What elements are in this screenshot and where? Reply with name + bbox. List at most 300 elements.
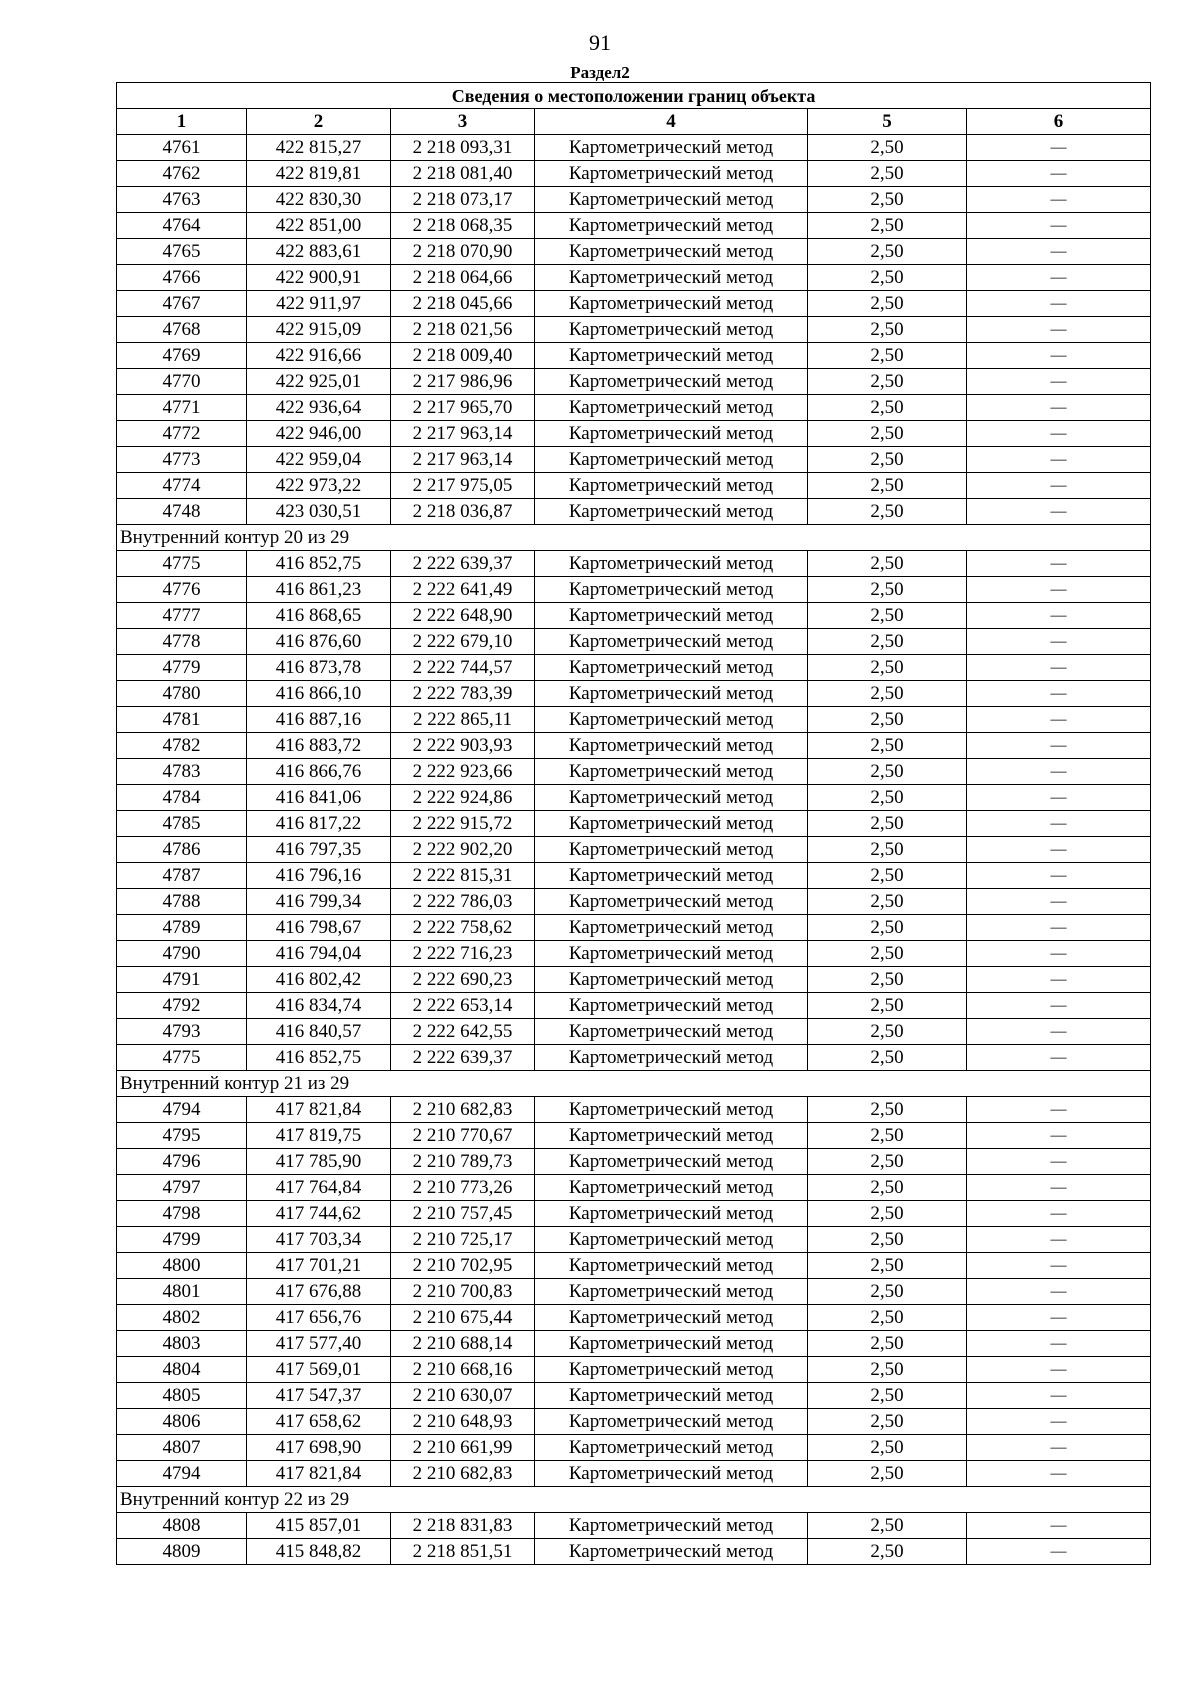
cell-method: Картометрический метод — [535, 369, 808, 395]
cell-coord-x: 417 577,40 — [247, 1331, 391, 1357]
table-row — [117, 1227, 1151, 1253]
cell-accuracy: 2,50 — [808, 1279, 967, 1305]
cell-point-number: 4789 — [117, 915, 247, 941]
cell-coord-y: 2 210 682,83 — [391, 1097, 535, 1123]
cell-note: — — [967, 499, 1151, 525]
table-row — [117, 473, 1151, 499]
cell-point-number: 4784 — [117, 785, 247, 811]
cell-coord-y: 2 210 789,73 — [391, 1149, 535, 1175]
table-row — [117, 1149, 1151, 1175]
cell-coord-x: 415 848,82 — [247, 1539, 391, 1565]
cell-accuracy: 2,50 — [808, 941, 967, 967]
table-row — [117, 213, 1151, 239]
cell-note: — — [967, 1175, 1151, 1201]
cell-note: — — [967, 1123, 1151, 1149]
cell-note: — — [967, 1149, 1151, 1175]
cell-point-number: 4776 — [117, 577, 247, 603]
cell-method: Картометрический метод — [535, 993, 808, 1019]
cell-point-number: 4778 — [117, 629, 247, 655]
cell-coord-x: 416 797,35 — [247, 837, 391, 863]
cell-point-number: 4791 — [117, 967, 247, 993]
table-row — [117, 265, 1151, 291]
column-header-2: 2 — [247, 109, 391, 135]
cell-coord-y: 2 210 675,44 — [391, 1305, 535, 1331]
cell-accuracy: 2,50 — [808, 1201, 967, 1227]
cell-coord-x: 422 959,04 — [247, 447, 391, 473]
table-row — [117, 1201, 1151, 1227]
cell-point-number: 4780 — [117, 681, 247, 707]
cell-method: Картометрический метод — [535, 941, 808, 967]
cell-accuracy: 2,50 — [808, 1123, 967, 1149]
cell-coord-y: 2 222 639,37 — [391, 1045, 535, 1071]
table-row — [117, 1435, 1151, 1461]
cell-accuracy: 2,50 — [808, 993, 967, 1019]
cell-accuracy: 2,50 — [808, 421, 967, 447]
cell-point-number: 4786 — [117, 837, 247, 863]
cell-note: — — [967, 681, 1151, 707]
cell-coord-x: 416 866,76 — [247, 759, 391, 785]
cell-method: Картометрический метод — [535, 1019, 808, 1045]
cell-coord-x: 422 819,81 — [247, 161, 391, 187]
cell-coord-x: 422 851,00 — [247, 213, 391, 239]
cell-coord-x: 422 925,01 — [247, 369, 391, 395]
cell-accuracy: 2,50 — [808, 863, 967, 889]
cell-coord-y: 2 217 963,14 — [391, 421, 535, 447]
cell-note: — — [967, 213, 1151, 239]
cell-method: Картометрический метод — [535, 1227, 808, 1253]
cell-note: — — [967, 759, 1151, 785]
cell-method: Картометрический метод — [535, 1279, 808, 1305]
cell-coord-x: 417 703,34 — [247, 1227, 391, 1253]
cell-method: Картометрический метод — [535, 1357, 808, 1383]
cell-note: — — [967, 265, 1151, 291]
cell-coord-y: 2 210 688,14 — [391, 1331, 535, 1357]
table-row — [117, 1539, 1151, 1565]
cell-note: — — [967, 655, 1151, 681]
cell-coord-x: 416 796,16 — [247, 863, 391, 889]
table-row — [117, 369, 1151, 395]
cell-note: — — [967, 629, 1151, 655]
cell-note: — — [967, 395, 1151, 421]
cell-method: Картометрический метод — [535, 837, 808, 863]
cell-coord-y: 2 218 851,51 — [391, 1539, 535, 1565]
cell-point-number: 4795 — [117, 1123, 247, 1149]
cell-coord-y: 2 222 639,37 — [391, 551, 535, 577]
table-row — [117, 187, 1151, 213]
cell-method: Картометрический метод — [535, 1435, 808, 1461]
cell-method: Картометрический метод — [535, 811, 808, 837]
cell-accuracy: 2,50 — [808, 187, 967, 213]
contour-row — [117, 1487, 1151, 1513]
cell-method: Картометрический метод — [535, 1513, 808, 1539]
cell-accuracy: 2,50 — [808, 1253, 967, 1279]
cell-coord-y: 2 222 815,31 — [391, 863, 535, 889]
table-row — [117, 733, 1151, 759]
table-row — [117, 291, 1151, 317]
table-row — [117, 1305, 1151, 1331]
cell-point-number: 4783 — [117, 759, 247, 785]
cell-note: — — [967, 1461, 1151, 1487]
cell-point-number: 4805 — [117, 1383, 247, 1409]
cell-note: — — [967, 993, 1151, 1019]
cell-coord-x: 416 887,16 — [247, 707, 391, 733]
cell-coord-y: 2 222 653,14 — [391, 993, 535, 1019]
column-header-6: 6 — [967, 109, 1151, 135]
cell-accuracy: 2,50 — [808, 785, 967, 811]
cell-point-number: 4800 — [117, 1253, 247, 1279]
cell-note: — — [967, 1019, 1151, 1045]
cell-note: — — [967, 473, 1151, 499]
cell-accuracy: 2,50 — [808, 161, 967, 187]
cell-accuracy: 2,50 — [808, 1461, 967, 1487]
cell-note: — — [967, 1539, 1151, 1565]
table-row — [117, 863, 1151, 889]
cell-coord-x: 422 900,91 — [247, 265, 391, 291]
cell-coord-x: 417 764,84 — [247, 1175, 391, 1201]
cell-coord-x: 422 936,64 — [247, 395, 391, 421]
cell-note: — — [967, 915, 1151, 941]
cell-point-number: 4802 — [117, 1305, 247, 1331]
cell-method: Картометрический метод — [535, 447, 808, 473]
cell-point-number: 4790 — [117, 941, 247, 967]
table-row — [117, 1045, 1151, 1071]
cell-note: — — [967, 1331, 1151, 1357]
cell-coord-y: 2 210 648,93 — [391, 1409, 535, 1435]
cell-accuracy: 2,50 — [808, 499, 967, 525]
cell-accuracy: 2,50 — [808, 369, 967, 395]
cell-point-number: 4807 — [117, 1435, 247, 1461]
table-row — [117, 1097, 1151, 1123]
cell-point-number: 4762 — [117, 161, 247, 187]
cell-method: Картометрический метод — [535, 1539, 808, 1565]
cell-point-number: 4781 — [117, 707, 247, 733]
cell-coord-x: 422 911,97 — [247, 291, 391, 317]
cell-coord-x: 422 916,66 — [247, 343, 391, 369]
cell-coord-x: 416 852,75 — [247, 1045, 391, 1071]
cell-method: Картометрический метод — [535, 889, 808, 915]
cell-method: Картометрический метод — [535, 135, 808, 161]
cell-accuracy: 2,50 — [808, 967, 967, 993]
cell-coord-x: 422 830,30 — [247, 187, 391, 213]
cell-accuracy: 2,50 — [808, 759, 967, 785]
cell-coord-x: 422 915,09 — [247, 317, 391, 343]
cell-method: Картометрический метод — [535, 421, 808, 447]
cell-method: Картометрический метод — [535, 473, 808, 499]
cell-method: Картометрический метод — [535, 759, 808, 785]
cell-accuracy: 2,50 — [808, 603, 967, 629]
cell-coord-x: 417 569,01 — [247, 1357, 391, 1383]
table-body — [117, 135, 1151, 1565]
cell-accuracy: 2,50 — [808, 1097, 967, 1123]
cell-note: — — [967, 239, 1151, 265]
cell-method: Картометрический метод — [535, 681, 808, 707]
cell-coord-y: 2 222 690,23 — [391, 967, 535, 993]
cell-accuracy: 2,50 — [808, 1019, 967, 1045]
table-row — [117, 551, 1151, 577]
table-row — [117, 239, 1151, 265]
table-row — [117, 707, 1151, 733]
cell-point-number: 4798 — [117, 1201, 247, 1227]
cell-coord-y: 2 222 923,66 — [391, 759, 535, 785]
cell-note: — — [967, 291, 1151, 317]
cell-accuracy: 2,50 — [808, 1175, 967, 1201]
cell-method: Картометрический метод — [535, 707, 808, 733]
cell-note: — — [967, 1045, 1151, 1071]
cell-coord-x: 417 821,84 — [247, 1097, 391, 1123]
cell-coord-x: 417 785,90 — [247, 1149, 391, 1175]
table-row — [117, 1357, 1151, 1383]
cell-coord-y: 2 210 630,07 — [391, 1383, 535, 1409]
cell-coord-x: 416 817,22 — [247, 811, 391, 837]
cell-coord-x: 416 883,72 — [247, 733, 391, 759]
table-row — [117, 785, 1151, 811]
cell-point-number: 4773 — [117, 447, 247, 473]
cell-method: Картометрический метод — [535, 1045, 808, 1071]
table-row — [117, 577, 1151, 603]
cell-accuracy: 2,50 — [808, 291, 967, 317]
cell-note: — — [967, 577, 1151, 603]
cell-coord-y: 2 210 725,17 — [391, 1227, 535, 1253]
table-row — [117, 811, 1151, 837]
cell-point-number: 4767 — [117, 291, 247, 317]
cell-note: — — [967, 551, 1151, 577]
cell-coord-y: 2 222 641,49 — [391, 577, 535, 603]
table-row — [117, 1383, 1151, 1409]
cell-accuracy: 2,50 — [808, 551, 967, 577]
cell-coord-x: 416 868,65 — [247, 603, 391, 629]
cell-method: Картометрический метод — [535, 655, 808, 681]
cell-method: Картометрический метод — [535, 343, 808, 369]
cell-coord-y: 2 222 865,11 — [391, 707, 535, 733]
cell-point-number: 4764 — [117, 213, 247, 239]
table-row — [117, 1019, 1151, 1045]
cell-coord-y: 2 222 924,86 — [391, 785, 535, 811]
cell-point-number: 4799 — [117, 1227, 247, 1253]
cell-accuracy: 2,50 — [808, 213, 967, 239]
table-row — [117, 837, 1151, 863]
cell-coord-y: 2 210 661,99 — [391, 1435, 535, 1461]
cell-coord-y: 2 210 700,83 — [391, 1279, 535, 1305]
table-row — [117, 915, 1151, 941]
cell-coord-y: 2 218 831,83 — [391, 1513, 535, 1539]
cell-point-number: 4775 — [117, 551, 247, 577]
cell-point-number: 4794 — [117, 1097, 247, 1123]
cell-coord-x: 416 840,57 — [247, 1019, 391, 1045]
cell-accuracy: 2,50 — [808, 655, 967, 681]
cell-coord-y: 2 218 009,40 — [391, 343, 535, 369]
cell-accuracy: 2,50 — [808, 889, 967, 915]
cell-accuracy: 2,50 — [808, 1539, 967, 1565]
cell-coord-y: 2 218 081,40 — [391, 161, 535, 187]
cell-point-number: 4782 — [117, 733, 247, 759]
cell-point-number: 4765 — [117, 239, 247, 265]
cell-method: Картометрический метод — [535, 603, 808, 629]
cell-point-number: 4769 — [117, 343, 247, 369]
cell-method: Картометрический метод — [535, 265, 808, 291]
cell-point-number: 4774 — [117, 473, 247, 499]
cell-point-number: 4768 — [117, 317, 247, 343]
cell-note: — — [967, 317, 1151, 343]
cell-point-number: 4797 — [117, 1175, 247, 1201]
cell-note: — — [967, 161, 1151, 187]
cell-coord-x: 417 547,37 — [247, 1383, 391, 1409]
cell-coord-x: 416 841,06 — [247, 785, 391, 811]
contour-label: Внутренний контур 20 из 29 — [117, 525, 1151, 551]
cell-note: — — [967, 1383, 1151, 1409]
cell-coord-y: 2 222 648,90 — [391, 603, 535, 629]
cell-coord-x: 416 861,23 — [247, 577, 391, 603]
table-row — [117, 681, 1151, 707]
cell-method: Картометрический метод — [535, 1175, 808, 1201]
cell-coord-y: 2 222 716,23 — [391, 941, 535, 967]
table-row — [117, 1253, 1151, 1279]
cell-coord-y: 2 222 903,93 — [391, 733, 535, 759]
cell-accuracy: 2,50 — [808, 1305, 967, 1331]
cell-point-number: 4806 — [117, 1409, 247, 1435]
table-row — [117, 759, 1151, 785]
page-number: 91 — [589, 30, 611, 55]
cell-coord-x: 416 873,78 — [247, 655, 391, 681]
cell-method: Картометрический метод — [535, 1409, 808, 1435]
cell-coord-y: 2 222 783,39 — [391, 681, 535, 707]
cell-coord-x: 417 744,62 — [247, 1201, 391, 1227]
cell-method: Картометрический метод — [535, 1305, 808, 1331]
cell-point-number: 4801 — [117, 1279, 247, 1305]
cell-coord-y: 2 218 073,17 — [391, 187, 535, 213]
cell-coord-x: 416 794,04 — [247, 941, 391, 967]
table-row — [117, 655, 1151, 681]
cell-point-number: 4788 — [117, 889, 247, 915]
table-row — [117, 317, 1151, 343]
cell-point-number: 4777 — [117, 603, 247, 629]
cell-note: — — [967, 889, 1151, 915]
cell-coord-x: 423 030,51 — [247, 499, 391, 525]
cell-accuracy: 2,50 — [808, 733, 967, 759]
column-header-5: 5 — [808, 109, 967, 135]
table-row — [117, 1513, 1151, 1539]
table-row — [117, 993, 1151, 1019]
cell-accuracy: 2,50 — [808, 1331, 967, 1357]
cell-coord-y: 2 222 679,10 — [391, 629, 535, 655]
cell-accuracy: 2,50 — [808, 1409, 967, 1435]
cell-accuracy: 2,50 — [808, 629, 967, 655]
cell-coord-y: 2 218 064,66 — [391, 265, 535, 291]
cell-coord-x: 422 815,27 — [247, 135, 391, 161]
cell-note: — — [967, 1253, 1151, 1279]
cell-method: Картометрический метод — [535, 915, 808, 941]
table-row — [117, 421, 1151, 447]
contour-row — [117, 1071, 1151, 1097]
cell-note: — — [967, 707, 1151, 733]
cell-method: Картометрический метод — [535, 967, 808, 993]
cell-method: Картометрический метод — [535, 733, 808, 759]
cell-method: Картометрический метод — [535, 1331, 808, 1357]
cell-coord-y: 2 210 757,45 — [391, 1201, 535, 1227]
cell-point-number: 4785 — [117, 811, 247, 837]
cell-coord-x: 417 656,76 — [247, 1305, 391, 1331]
cell-note: — — [967, 1227, 1151, 1253]
cell-accuracy: 2,50 — [808, 811, 967, 837]
cell-coord-x: 422 973,22 — [247, 473, 391, 499]
cell-accuracy: 2,50 — [808, 1435, 967, 1461]
cell-accuracy: 2,50 — [808, 395, 967, 421]
cell-note: — — [967, 603, 1151, 629]
column-header-3: 3 — [391, 109, 535, 135]
cell-accuracy: 2,50 — [808, 707, 967, 733]
cell-accuracy: 2,50 — [808, 1513, 967, 1539]
cell-point-number: 4761 — [117, 135, 247, 161]
cell-note: — — [967, 1409, 1151, 1435]
cell-coord-x: 416 834,74 — [247, 993, 391, 1019]
table-row — [117, 1123, 1151, 1149]
cell-method: Картометрический метод — [535, 1253, 808, 1279]
cell-coord-y: 2 210 770,67 — [391, 1123, 535, 1149]
cell-coord-x: 415 857,01 — [247, 1513, 391, 1539]
cell-coord-y: 2 210 773,26 — [391, 1175, 535, 1201]
cell-note: — — [967, 369, 1151, 395]
cell-point-number: 4763 — [117, 187, 247, 213]
cell-accuracy: 2,50 — [808, 343, 967, 369]
cell-note: — — [967, 837, 1151, 863]
contour-row — [117, 525, 1151, 551]
cell-method: Картометрический метод — [535, 551, 808, 577]
cell-method: Картометрический метод — [535, 1097, 808, 1123]
contour-label: Внутренний контур 22 из 29 — [117, 1487, 1151, 1513]
table-row — [117, 1461, 1151, 1487]
cell-coord-y: 2 222 642,55 — [391, 1019, 535, 1045]
cell-point-number: 4772 — [117, 421, 247, 447]
cell-point-number: 4787 — [117, 863, 247, 889]
cell-coord-y: 2 217 975,05 — [391, 473, 535, 499]
cell-coord-y: 2 218 068,35 — [391, 213, 535, 239]
cell-method: Картометрический метод — [535, 239, 808, 265]
cell-coord-y: 2 218 093,31 — [391, 135, 535, 161]
cell-point-number: 4766 — [117, 265, 247, 291]
cell-method: Картометрический метод — [535, 161, 808, 187]
cell-accuracy: 2,50 — [808, 239, 967, 265]
table-row — [117, 1409, 1151, 1435]
cell-note: — — [967, 421, 1151, 447]
cell-coord-y: 2 217 986,96 — [391, 369, 535, 395]
cell-coord-x: 416 799,34 — [247, 889, 391, 915]
cell-method: Картометрический метод — [535, 499, 808, 525]
cell-point-number: 4794 — [117, 1461, 247, 1487]
cell-coord-y: 2 218 045,66 — [391, 291, 535, 317]
cell-note: — — [967, 187, 1151, 213]
cell-point-number: 4775 — [117, 1045, 247, 1071]
cell-coord-x: 417 698,90 — [247, 1435, 391, 1461]
table-header-row — [117, 109, 1151, 135]
cell-accuracy: 2,50 — [808, 135, 967, 161]
cell-coord-y: 2 222 758,62 — [391, 915, 535, 941]
cell-coord-x: 417 658,62 — [247, 1409, 391, 1435]
cell-coord-x: 417 676,88 — [247, 1279, 391, 1305]
cell-accuracy: 2,50 — [808, 915, 967, 941]
cell-point-number: 4748 — [117, 499, 247, 525]
cell-note: — — [967, 811, 1151, 837]
cell-method: Картометрический метод — [535, 317, 808, 343]
cell-coord-x: 422 883,61 — [247, 239, 391, 265]
cell-method: Картометрический метод — [535, 187, 808, 213]
section-title: Раздел2 — [570, 63, 630, 82]
cell-accuracy: 2,50 — [808, 1383, 967, 1409]
cell-accuracy: 2,50 — [808, 577, 967, 603]
cell-coord-y: 2 218 070,90 — [391, 239, 535, 265]
cell-coord-y: 2 217 965,70 — [391, 395, 535, 421]
table-row — [117, 395, 1151, 421]
cell-method: Картометрический метод — [535, 629, 808, 655]
cell-coord-x: 417 821,84 — [247, 1461, 391, 1487]
